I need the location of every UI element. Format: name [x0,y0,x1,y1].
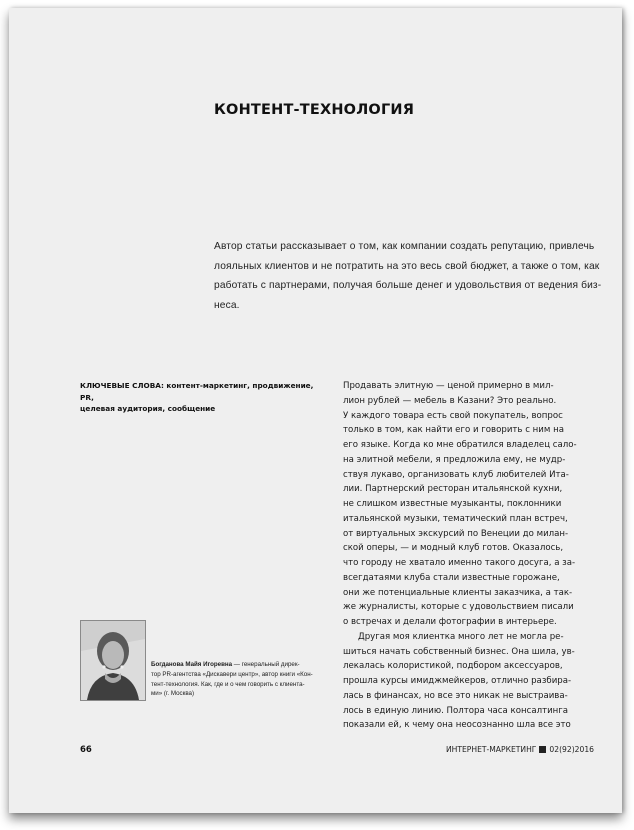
square-icon [539,746,546,753]
body-line: только в том, как найти его и говорить с ним на [343,425,564,436]
running-footer [446,745,594,754]
keywords-text-2: целевая аудитория, сообщение [80,404,216,413]
author-portrait-image [81,621,145,700]
body-line: прошла курсы имиджмейкеров, отлично разбира- [343,676,572,686]
author-bio-line: ми» (г. Москва) [151,690,195,698]
body-line: не слишком известные музыканты, поклонники [343,499,562,509]
body-line: от виртуальных экскурсий по Венеции до милан- [343,528,569,539]
body-line: Продавать элитную — ценой примерно в мил- [343,381,554,391]
page-number: 66 [80,745,92,755]
body-line: ской оперы, — и модный клуб готов. Оказалось, [343,543,564,554]
body-line: лась в финансах, но все это никак не выстраива- [343,690,568,701]
lead-line: Автор статьи рассказывает о том, как компании создать репутацию, привлечь [214,241,595,252]
body-line: лион рублей — мебель в Казани? Это реально. [343,395,557,406]
body-line: У каждого товара есть свой покупатель, вопрос [343,410,563,421]
body-line: шиться начать собственный бизнес. Она шила, ув- [343,646,575,657]
body-line: Другая моя клиентка много лет не могла ре- [358,631,564,642]
lead-line: работать с партнерами, получая больше денег и удовольствия от ведения биз- [214,280,602,291]
author-name: Богданова Майя Игоревна [151,661,233,668]
body-line: они же потенциальные клиенты заказчика, а так- [343,587,573,598]
body-line: показали ей, к чему она неосознанно шла все это [343,720,571,731]
issue-number: 02(92)2016 [549,745,594,754]
article-body [343,379,593,733]
keywords-text: контент-маркетинг, продвижение, PR, [80,381,314,402]
body-line: лии. Партнерский ресторан итальянской кухни, [343,484,563,495]
author-bio [151,660,316,699]
body-line: что городу не хватало именно такого досуга, а за- [343,558,576,568]
body-line: его языке. Когда ко мне обратился владелец сало- [343,440,577,450]
author-photo [80,620,146,701]
body-line: о встречах и делали фотографии в интерьере. [343,617,557,627]
lead-paragraph [214,237,602,315]
magazine-name: ИНТЕРНЕТ-МАРКЕТИНГ [445,745,537,754]
body-line: всегдатаями клуба стали известные горожане, [343,572,560,583]
section-title: КОНТЕНТ-ТЕХНОЛОГИЯ [214,102,415,118]
keywords-block [80,380,320,415]
body-line: же журналисты, которые с удовольствием писали [343,602,574,613]
lead-line: неса. [214,299,240,311]
keywords-label: КЛЮЧЕВЫЕ СЛОВА: [80,381,164,390]
lead-line: лояльных клиентов и не потратить на это весь свой бюджет, а также о том, как [214,260,600,272]
body-line: лекалась колористикой, подбором аксессуаров, [343,661,563,672]
author-bio-line: тор PR-агентства «Дискавери центр», автор книги «Кон- [151,670,313,678]
author-bio-line: тент-технология. Как, где и о чем говорить с клиента- [151,680,305,688]
body-line: итальянской музыки, тематический план встреч, [343,513,568,524]
author-bio-line: — генеральный дирек- [232,661,300,668]
body-line: на элитной мебели, я предложила ему, не мудр- [343,454,566,465]
body-line: ствуя лукаво, организовать клуб любителей Ита- [343,469,569,480]
body-line: лось в единую линию. Полтора часа консалтинга [343,705,569,716]
